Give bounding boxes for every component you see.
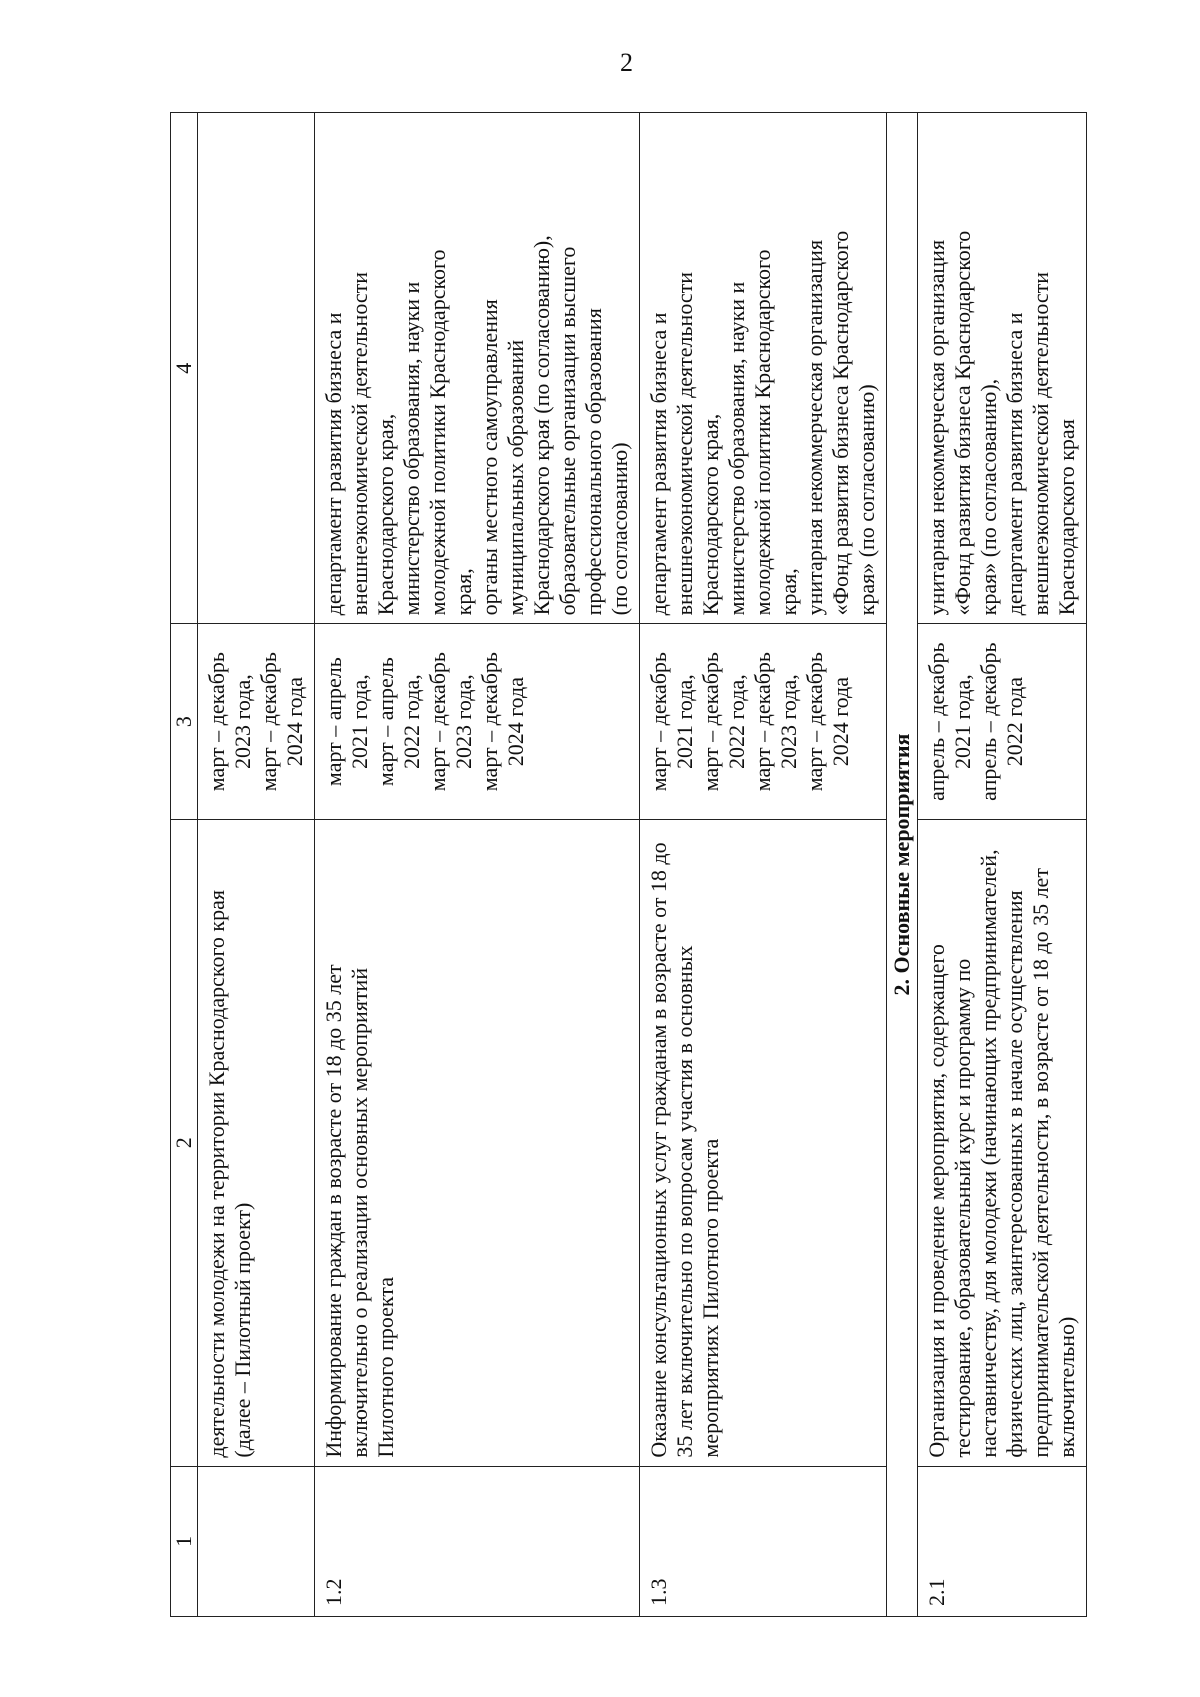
column-header-2: 2: [171, 819, 198, 1466]
page-number: 2: [620, 48, 633, 77]
events-table: [170, 112, 1087, 1617]
event-text: Оказание консультационных услуг гражданам в возрасте от 18 до 35 лет включительно по вопросам участия в основных мероприятиях Пилотного проекта: [646, 842, 723, 1458]
period-text: март – декабрь 2023 года, март – декабрь 2024 года: [204, 652, 307, 792]
table-row: [198, 113, 315, 1617]
column-header-3: 3: [171, 624, 198, 820]
row-number: 1.3: [640, 1466, 887, 1616]
table-row: [918, 113, 1087, 1617]
column-header-4: 4: [171, 113, 198, 624]
event-cell: [918, 819, 1087, 1466]
period-cell: [918, 624, 1087, 820]
table-row: [640, 113, 887, 1617]
executors-cell: [640, 113, 887, 624]
period-cell: [315, 624, 640, 820]
section-header-row: [887, 113, 918, 1617]
period-text: март – апрель 2021 года, март – апрель 2022 года, март – декабрь 2023 года, март – декабрь 2024 года: [321, 652, 528, 792]
section-title: 2. Основные мероприятия: [887, 113, 918, 1617]
event-text: деятельности молодежи на территории Краснодарского края (далее – Пилотный проект): [204, 890, 255, 1458]
event-cell: [315, 819, 640, 1466]
executors-cell: [918, 113, 1087, 624]
period-text: март – декабрь 2021 года, март – декабрь 2022 года, март – декабрь 2023 года, март – декабрь 2024 года: [646, 652, 853, 792]
executors-text: унитарная некоммерческая организация «Фонд развития бизнеса Краснодарского края» (по согласованию), департамент развития бизнеса и внешнеэкономической деятельности Краснодарского края: [924, 230, 1079, 616]
event-text: Организация и проведение мероприятия, содержащего тестирование, образовательный курс и программу по наставничеству, для молодежи (начинающих предпринимателей, физических лиц, заинтересованных в начале осуществления предпринимательской деятельности, в возрасте от 18 до 35 лет включительно): [924, 849, 1079, 1458]
executors-text: департамент развития бизнеса и внешнеэкономической деятельности Краснодарского края, министерство образования, науки и молодежной политики Краснодарского края, унитарная некоммерческая организация «Фонд развития бизнеса Краснодарского края» (по согласованию): [646, 230, 879, 616]
row-number: 1.2: [315, 1466, 640, 1616]
rotated-table-container: [170, 112, 1079, 1617]
period-cell: [640, 624, 887, 820]
table-header-row: [171, 113, 198, 1617]
executors-cell: [198, 113, 315, 624]
executors-text: департамент развития бизнеса и внешнеэкономической деятельности Краснодарского края, министерство образования, науки и молодежной политики Краснодарского края, органы местного самоуправления муниципальных образований Краснодарского края (по согласованию), образовательные организации высшего профессионального образования (по согласованию): [321, 235, 632, 616]
period-text: апрель – декабрь 2021 года, апрель – декабрь 2022 года: [924, 642, 1027, 801]
event-cell: [198, 819, 315, 1466]
table-row: [315, 113, 640, 1617]
row-number: [198, 1466, 315, 1616]
row-number: 2.1: [918, 1466, 1087, 1616]
column-header-1: 1: [171, 1466, 198, 1616]
executors-cell: [315, 113, 640, 624]
period-cell: [198, 624, 315, 820]
event-text: Информирование граждан в возрасте от 18 до 35 лет включительно о реализации основных мероприятий Пилотного проекта: [321, 964, 398, 1458]
event-cell: [640, 819, 887, 1466]
